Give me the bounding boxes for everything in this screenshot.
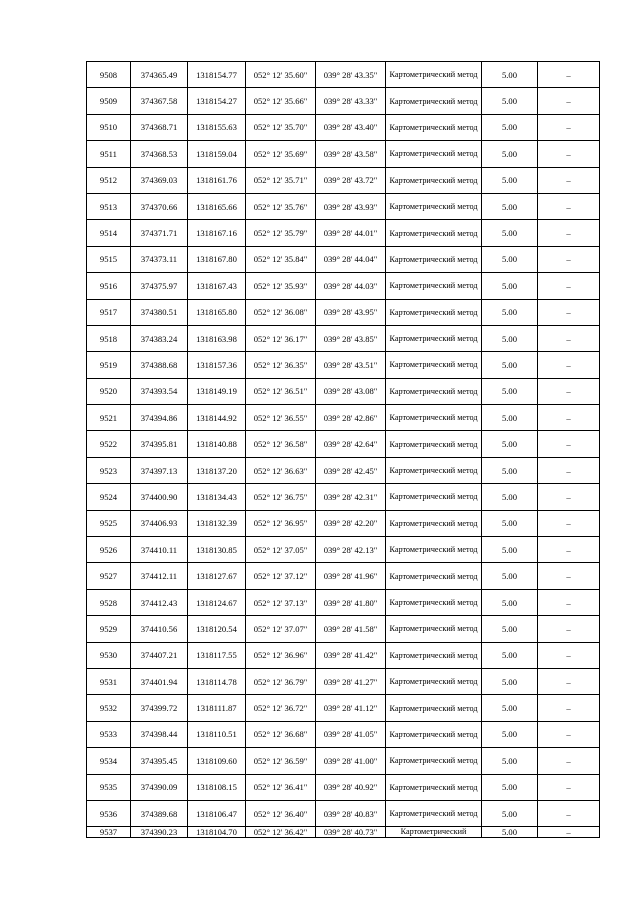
y-coordinate-cell: 1318165.80: [188, 299, 246, 325]
point-number-cell: 9526: [87, 537, 131, 563]
table-body: [87, 62, 600, 838]
y-coordinate-cell: 1318163.98: [188, 325, 246, 351]
latitude-cell: 052° 12' 36.68": [246, 721, 316, 747]
longitude-cell: 039° 28' 43.85": [316, 325, 386, 351]
latitude-cell: 052° 12' 36.72": [246, 695, 316, 721]
accuracy-cell: 5.00: [482, 62, 538, 88]
longitude-cell: 039° 28' 41.58": [316, 616, 386, 642]
y-coordinate-cell: 1318111.87: [188, 695, 246, 721]
x-coordinate-cell: 374368.53: [131, 141, 188, 167]
note-cell: –: [538, 510, 600, 536]
y-coordinate-cell: 1318149.19: [188, 378, 246, 404]
latitude-cell: 052° 12' 35.84": [246, 246, 316, 272]
longitude-cell: 039° 28' 42.45": [316, 457, 386, 483]
method-cell: Картометрический метод: [386, 457, 482, 483]
note-cell: –: [538, 563, 600, 589]
method-cell: Картометрический метод: [386, 62, 482, 88]
table-row: [87, 563, 600, 589]
method-cell: Картометрический метод: [386, 299, 482, 325]
table-row: [87, 800, 600, 826]
note-cell: –: [538, 457, 600, 483]
x-coordinate-cell: 374383.24: [131, 325, 188, 351]
y-coordinate-cell: 1318127.67: [188, 563, 246, 589]
y-coordinate-cell: 1318165.66: [188, 193, 246, 219]
accuracy-cell: 5.00: [482, 88, 538, 114]
accuracy-cell: 5.00: [482, 299, 538, 325]
table-row: [87, 457, 600, 483]
latitude-cell: 052° 12' 35.60": [246, 62, 316, 88]
point-number-cell: 9531: [87, 668, 131, 694]
table-row: [87, 484, 600, 510]
x-coordinate-cell: 374389.68: [131, 800, 188, 826]
method-cell: Картометрический метод: [386, 88, 482, 114]
x-coordinate-cell: 374388.68: [131, 352, 188, 378]
point-number-cell: 9519: [87, 352, 131, 378]
accuracy-cell: 5.00: [482, 114, 538, 140]
latitude-cell: 052° 12' 35.71": [246, 167, 316, 193]
y-coordinate-cell: 1318120.54: [188, 616, 246, 642]
latitude-cell: 052° 12' 35.70": [246, 114, 316, 140]
method-cell: Картометрический метод: [386, 616, 482, 642]
note-cell: –: [538, 405, 600, 431]
table-row: [87, 405, 600, 431]
x-coordinate-cell: 374373.11: [131, 246, 188, 272]
point-number-cell: 9534: [87, 748, 131, 774]
method-cell: Картометрический метод: [386, 325, 482, 351]
x-coordinate-cell: 374401.94: [131, 668, 188, 694]
point-number-cell: 9523: [87, 457, 131, 483]
accuracy-cell: 5.00: [482, 748, 538, 774]
table-row: [87, 246, 600, 272]
x-coordinate-cell: 374365.49: [131, 62, 188, 88]
y-coordinate-cell: 1318130.85: [188, 537, 246, 563]
longitude-cell: 039° 28' 44.04": [316, 246, 386, 272]
latitude-cell: 052° 12' 36.35": [246, 352, 316, 378]
note-cell: –: [538, 695, 600, 721]
note-cell: –: [538, 537, 600, 563]
x-coordinate-cell: 374367.58: [131, 88, 188, 114]
x-coordinate-cell: 374398.44: [131, 721, 188, 747]
y-coordinate-cell: 1318108.15: [188, 774, 246, 800]
method-cell: Картометрический метод: [386, 800, 482, 826]
accuracy-cell: 5.00: [482, 484, 538, 510]
accuracy-cell: 5.00: [482, 193, 538, 219]
longitude-cell: 039° 28' 43.95": [316, 299, 386, 325]
point-number-cell: 9528: [87, 589, 131, 615]
method-cell: Картометрический метод: [386, 431, 482, 457]
note-cell: –: [538, 246, 600, 272]
latitude-cell: 052° 12' 36.41": [246, 774, 316, 800]
x-coordinate-cell: 374394.86: [131, 405, 188, 431]
latitude-cell: 052° 12' 36.96": [246, 642, 316, 668]
accuracy-cell: 5.00: [482, 800, 538, 826]
point-number-cell: 9514: [87, 220, 131, 246]
point-number-cell: 9511: [87, 141, 131, 167]
note-cell: –: [538, 668, 600, 694]
x-coordinate-cell: 374380.51: [131, 299, 188, 325]
longitude-cell: 039° 28' 40.73": [316, 827, 386, 838]
table-row: [87, 114, 600, 140]
point-number-cell: 9512: [87, 167, 131, 193]
latitude-cell: 052° 12' 37.05": [246, 537, 316, 563]
longitude-cell: 039° 28' 41.27": [316, 668, 386, 694]
note-cell: –: [538, 273, 600, 299]
table-row: [87, 273, 600, 299]
y-coordinate-cell: 1318155.63: [188, 114, 246, 140]
table-row: [87, 167, 600, 193]
longitude-cell: 039° 28' 41.80": [316, 589, 386, 615]
latitude-cell: 052° 12' 37.07": [246, 616, 316, 642]
note-cell: –: [538, 141, 600, 167]
note-cell: –: [538, 721, 600, 747]
longitude-cell: 039° 28' 43.33": [316, 88, 386, 114]
latitude-cell: 052° 12' 36.58": [246, 431, 316, 457]
accuracy-cell: 5.00: [482, 774, 538, 800]
y-coordinate-cell: 1318114.78: [188, 668, 246, 694]
x-coordinate-cell: 374406.93: [131, 510, 188, 536]
y-coordinate-cell: 1318134.43: [188, 484, 246, 510]
note-cell: –: [538, 220, 600, 246]
longitude-cell: 039° 28' 43.51": [316, 352, 386, 378]
x-coordinate-cell: 374407.21: [131, 642, 188, 668]
y-coordinate-cell: 1318167.43: [188, 273, 246, 299]
x-coordinate-cell: 374395.45: [131, 748, 188, 774]
accuracy-cell: 5.00: [482, 642, 538, 668]
note-cell: –: [538, 800, 600, 826]
method-cell: Картометрический: [386, 827, 482, 838]
method-cell: Картометрический метод: [386, 774, 482, 800]
point-number-cell: 9509: [87, 88, 131, 114]
latitude-cell: 052° 12' 35.93": [246, 273, 316, 299]
longitude-cell: 039° 28' 43.93": [316, 193, 386, 219]
latitude-cell: 052° 12' 35.66": [246, 88, 316, 114]
x-coordinate-cell: 374371.71: [131, 220, 188, 246]
accuracy-cell: 5.00: [482, 167, 538, 193]
point-number-cell: 9510: [87, 114, 131, 140]
method-cell: Картометрический метод: [386, 484, 482, 510]
longitude-cell: 039° 28' 40.83": [316, 800, 386, 826]
accuracy-cell: 5.00: [482, 273, 538, 299]
x-coordinate-cell: 374412.11: [131, 563, 188, 589]
accuracy-cell: 5.00: [482, 246, 538, 272]
accuracy-cell: 5.00: [482, 405, 538, 431]
method-cell: Картометрический метод: [386, 167, 482, 193]
accuracy-cell: 5.00: [482, 352, 538, 378]
note-cell: –: [538, 748, 600, 774]
longitude-cell: 039° 28' 41.12": [316, 695, 386, 721]
note-cell: –: [538, 193, 600, 219]
accuracy-cell: 5.00: [482, 589, 538, 615]
y-coordinate-cell: 1318104.70: [188, 827, 246, 838]
longitude-cell: 039° 28' 43.40": [316, 114, 386, 140]
accuracy-cell: 5.00: [482, 695, 538, 721]
table-row: [87, 325, 600, 351]
point-number-cell: 9533: [87, 721, 131, 747]
table-row: [87, 220, 600, 246]
point-number-cell: 9518: [87, 325, 131, 351]
method-cell: Картометрический метод: [386, 405, 482, 431]
note-cell: –: [538, 827, 600, 838]
accuracy-cell: 5.00: [482, 141, 538, 167]
latitude-cell: 052° 12' 36.63": [246, 457, 316, 483]
point-number-cell: 9525: [87, 510, 131, 536]
table-row: [87, 642, 600, 668]
method-cell: Картометрический метод: [386, 193, 482, 219]
method-cell: Картометрический метод: [386, 273, 482, 299]
table-row: [87, 589, 600, 615]
latitude-cell: 052° 12' 36.95": [246, 510, 316, 536]
x-coordinate-cell: 374410.11: [131, 537, 188, 563]
longitude-cell: 039° 28' 43.72": [316, 167, 386, 193]
x-coordinate-cell: 374390.09: [131, 774, 188, 800]
point-number-cell: 9522: [87, 431, 131, 457]
note-cell: –: [538, 88, 600, 114]
point-number-cell: 9516: [87, 273, 131, 299]
method-cell: Картометрический метод: [386, 246, 482, 272]
note-cell: –: [538, 167, 600, 193]
x-coordinate-cell: 374369.03: [131, 167, 188, 193]
y-coordinate-cell: 1318117.55: [188, 642, 246, 668]
latitude-cell: 052° 12' 35.69": [246, 141, 316, 167]
latitude-cell: 052° 12' 36.51": [246, 378, 316, 404]
accuracy-cell: 5.00: [482, 537, 538, 563]
x-coordinate-cell: 374393.54: [131, 378, 188, 404]
table-row: [87, 616, 600, 642]
latitude-cell: 052° 12' 36.75": [246, 484, 316, 510]
latitude-cell: 052° 12' 36.55": [246, 405, 316, 431]
longitude-cell: 039° 28' 44.01": [316, 220, 386, 246]
y-coordinate-cell: 1318124.67: [188, 589, 246, 615]
point-number-cell: 9524: [87, 484, 131, 510]
accuracy-cell: 5.00: [482, 721, 538, 747]
accuracy-cell: 5.00: [482, 378, 538, 404]
method-cell: Картометрический метод: [386, 563, 482, 589]
y-coordinate-cell: 1318109.60: [188, 748, 246, 774]
x-coordinate-cell: 374390.23: [131, 827, 188, 838]
y-coordinate-cell: 1318137.20: [188, 457, 246, 483]
note-cell: –: [538, 114, 600, 140]
latitude-cell: 052° 12' 37.12": [246, 563, 316, 589]
y-coordinate-cell: 1318110.51: [188, 721, 246, 747]
latitude-cell: 052° 12' 36.40": [246, 800, 316, 826]
table-row: [87, 827, 600, 838]
y-coordinate-cell: 1318159.04: [188, 141, 246, 167]
latitude-cell: 052° 12' 36.08": [246, 299, 316, 325]
point-number-cell: 9513: [87, 193, 131, 219]
point-number-cell: 9537: [87, 827, 131, 838]
x-coordinate-cell: 374412.43: [131, 589, 188, 615]
x-coordinate-cell: 374375.97: [131, 273, 188, 299]
y-coordinate-cell: 1318154.77: [188, 62, 246, 88]
x-coordinate-cell: 374400.90: [131, 484, 188, 510]
point-number-cell: 9532: [87, 695, 131, 721]
point-number-cell: 9508: [87, 62, 131, 88]
table-row: [87, 721, 600, 747]
table-row: [87, 748, 600, 774]
note-cell: –: [538, 642, 600, 668]
point-number-cell: 9529: [87, 616, 131, 642]
x-coordinate-cell: 374410.56: [131, 616, 188, 642]
longitude-cell: 039° 28' 44.03": [316, 273, 386, 299]
longitude-cell: 039° 28' 42.20": [316, 510, 386, 536]
method-cell: Картометрический метод: [386, 510, 482, 536]
accuracy-cell: 5.00: [482, 431, 538, 457]
latitude-cell: 052° 12' 35.76": [246, 193, 316, 219]
table-row: [87, 193, 600, 219]
table-row: [87, 352, 600, 378]
longitude-cell: 039° 28' 41.42": [316, 642, 386, 668]
latitude-cell: 052° 12' 36.17": [246, 325, 316, 351]
latitude-cell: 052° 12' 36.59": [246, 748, 316, 774]
accuracy-cell: 5.00: [482, 220, 538, 246]
method-cell: Картометрический метод: [386, 378, 482, 404]
note-cell: –: [538, 616, 600, 642]
note-cell: –: [538, 589, 600, 615]
table-row: [87, 299, 600, 325]
method-cell: Картометрический метод: [386, 668, 482, 694]
table-row: [87, 431, 600, 457]
accuracy-cell: 5.00: [482, 668, 538, 694]
accuracy-cell: 5.00: [482, 510, 538, 536]
method-cell: Картометрический метод: [386, 114, 482, 140]
longitude-cell: 039° 28' 41.05": [316, 721, 386, 747]
longitude-cell: 039° 28' 41.00": [316, 748, 386, 774]
table-row: [87, 88, 600, 114]
y-coordinate-cell: 1318167.16: [188, 220, 246, 246]
y-coordinate-cell: 1318132.39: [188, 510, 246, 536]
table-row: [87, 537, 600, 563]
longitude-cell: 039° 28' 43.35": [316, 62, 386, 88]
longitude-cell: 039° 28' 41.96": [316, 563, 386, 589]
note-cell: –: [538, 325, 600, 351]
method-cell: Картометрический метод: [386, 352, 482, 378]
method-cell: Картометрический метод: [386, 141, 482, 167]
latitude-cell: 052° 12' 36.42": [246, 827, 316, 838]
longitude-cell: 039° 28' 43.08": [316, 378, 386, 404]
point-number-cell: 9527: [87, 563, 131, 589]
longitude-cell: 039° 28' 43.58": [316, 141, 386, 167]
x-coordinate-cell: 374370.66: [131, 193, 188, 219]
table-row: [87, 62, 600, 88]
point-number-cell: 9520: [87, 378, 131, 404]
y-coordinate-cell: 1318161.76: [188, 167, 246, 193]
point-number-cell: 9515: [87, 246, 131, 272]
note-cell: –: [538, 484, 600, 510]
point-number-cell: 9536: [87, 800, 131, 826]
method-cell: Картометрический метод: [386, 748, 482, 774]
x-coordinate-cell: 374368.71: [131, 114, 188, 140]
longitude-cell: 039° 28' 42.31": [316, 484, 386, 510]
accuracy-cell: 5.00: [482, 457, 538, 483]
x-coordinate-cell: 374395.81: [131, 431, 188, 457]
note-cell: –: [538, 774, 600, 800]
point-number-cell: 9517: [87, 299, 131, 325]
y-coordinate-cell: 1318167.80: [188, 246, 246, 272]
note-cell: –: [538, 431, 600, 457]
point-number-cell: 9521: [87, 405, 131, 431]
table-row: [87, 141, 600, 167]
coordinates-table: [86, 61, 600, 838]
method-cell: Картометрический метод: [386, 589, 482, 615]
y-coordinate-cell: 1318106.47: [188, 800, 246, 826]
y-coordinate-cell: 1318154.27: [188, 88, 246, 114]
note-cell: –: [538, 352, 600, 378]
method-cell: Картометрический метод: [386, 721, 482, 747]
accuracy-cell: 5.00: [482, 616, 538, 642]
y-coordinate-cell: 1318157.36: [188, 352, 246, 378]
latitude-cell: 052° 12' 35.79": [246, 220, 316, 246]
method-cell: Картометрический метод: [386, 695, 482, 721]
point-number-cell: 9530: [87, 642, 131, 668]
y-coordinate-cell: 1318144.92: [188, 405, 246, 431]
longitude-cell: 039° 28' 40.92": [316, 774, 386, 800]
table-row: [87, 378, 600, 404]
table-row: [87, 668, 600, 694]
latitude-cell: 052° 12' 36.79": [246, 668, 316, 694]
note-cell: –: [538, 299, 600, 325]
note-cell: –: [538, 62, 600, 88]
point-number-cell: 9535: [87, 774, 131, 800]
longitude-cell: 039° 28' 42.13": [316, 537, 386, 563]
method-cell: Картометрический метод: [386, 642, 482, 668]
x-coordinate-cell: 374399.72: [131, 695, 188, 721]
longitude-cell: 039° 28' 42.64": [316, 431, 386, 457]
latitude-cell: 052° 12' 37.13": [246, 589, 316, 615]
longitude-cell: 039° 28' 42.86": [316, 405, 386, 431]
table-row: [87, 695, 600, 721]
x-coordinate-cell: 374397.13: [131, 457, 188, 483]
method-cell: Картометрический метод: [386, 220, 482, 246]
method-cell: Картометрический метод: [386, 537, 482, 563]
accuracy-cell: 5.00: [482, 325, 538, 351]
accuracy-cell: 5.00: [482, 563, 538, 589]
note-cell: –: [538, 378, 600, 404]
y-coordinate-cell: 1318140.88: [188, 431, 246, 457]
accuracy-cell: 5.00: [482, 827, 538, 838]
table-row: [87, 510, 600, 536]
table-row: [87, 774, 600, 800]
